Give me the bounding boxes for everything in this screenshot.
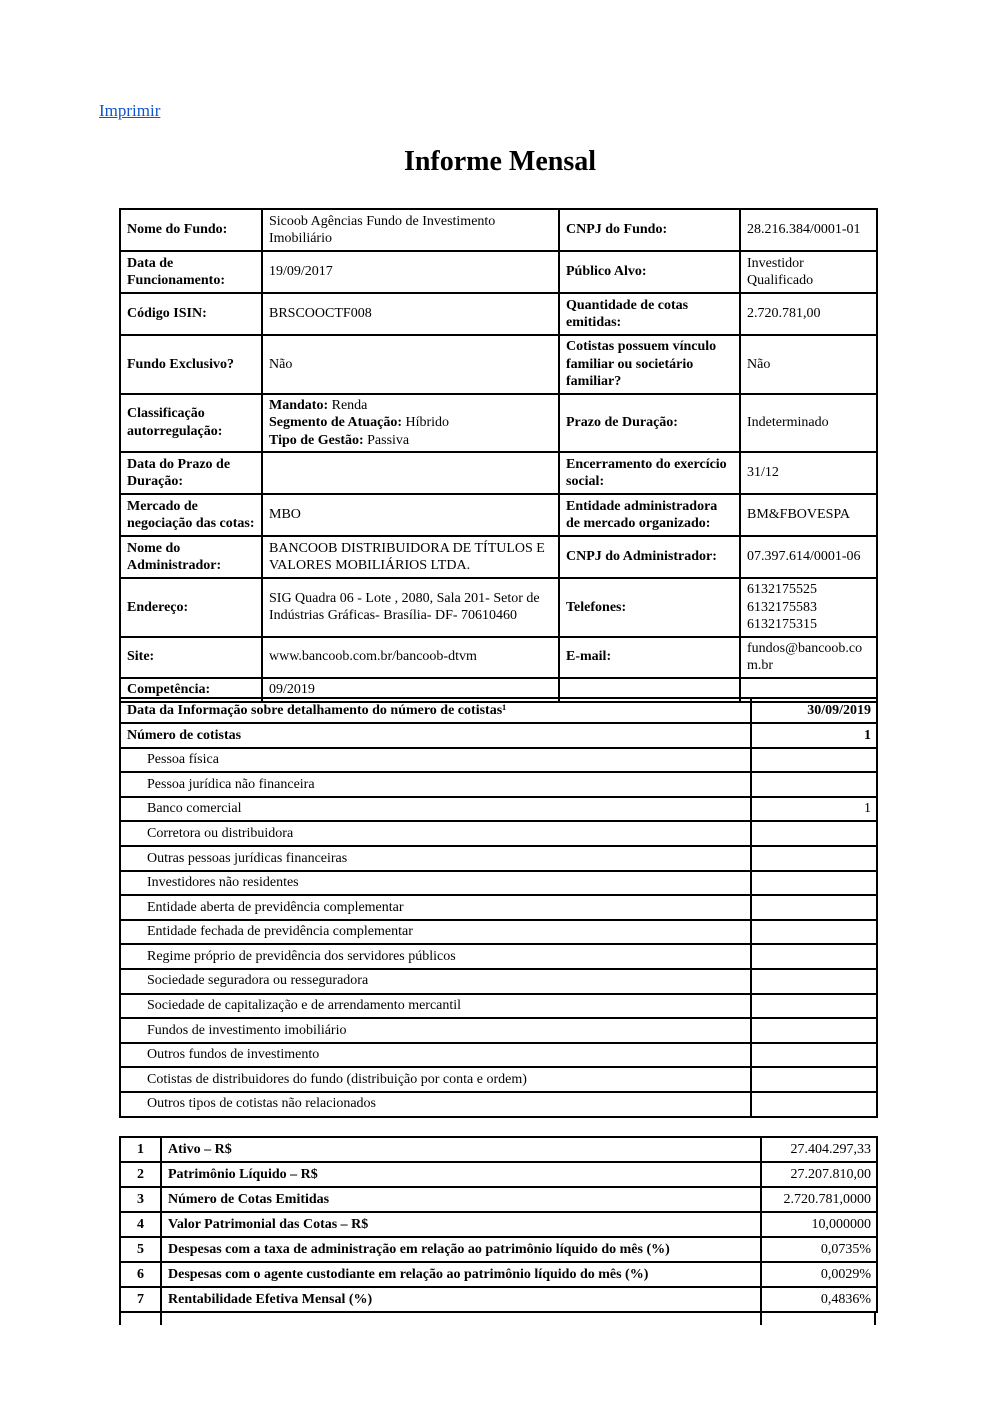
cotistas-category-label: Outros tipos de cotistas não relacionados xyxy=(120,1092,751,1117)
table-row xyxy=(120,969,877,994)
cotistas-category-value xyxy=(751,1067,877,1092)
table-row xyxy=(120,1187,877,1212)
field-label-competencia: Competência: xyxy=(120,678,262,702)
field-label-cnpj-fundo: CNPJ do Fundo: xyxy=(559,209,740,251)
table-row xyxy=(120,637,877,678)
table-row xyxy=(120,1287,877,1312)
cotistas-category-label: Investidores não residentes xyxy=(120,871,751,896)
table-row xyxy=(120,1237,877,1262)
table-row xyxy=(120,394,877,453)
cotistas-category-value xyxy=(751,871,877,896)
table-row xyxy=(120,1262,877,1287)
table-row xyxy=(120,536,877,578)
indicator-number: 5 xyxy=(120,1237,161,1262)
field-label-mercado-negociacao: Mercado de negociação das cotas: xyxy=(120,494,262,536)
cotistas-category-label: Cotistas de distribuidores do fundo (distribuição por conta e ordem) xyxy=(120,1067,751,1092)
field-label-classificacao: Classificação autorregulação: xyxy=(120,394,262,453)
telefone-line: 6132175583 xyxy=(747,599,817,615)
table-row xyxy=(120,895,877,920)
sublabel-mandato: Mandato: xyxy=(269,397,329,413)
field-value-codigo-isin: BRSCOOCTF008 xyxy=(262,293,559,335)
indicator-label: Despesas com a taxa de administração em relação ao patrimônio líquido do mês (%) xyxy=(161,1237,761,1262)
table-row xyxy=(120,1212,877,1237)
field-value-data-prazo xyxy=(262,452,559,494)
table-row xyxy=(120,1137,877,1162)
field-label-codigo-isin: Código ISIN: xyxy=(120,293,262,335)
cotistas-category-value xyxy=(751,895,877,920)
indicator-value: 10,000000 xyxy=(761,1212,877,1237)
subvalue-gestao: Passiva xyxy=(367,432,410,448)
subvalue-segmento: Híbrido xyxy=(405,415,450,430)
field-value-nome-fundo: Sicoob Agências Fundo de Investimento Imobiliário xyxy=(262,209,559,251)
indicator-value: 27.404.297,33 xyxy=(761,1137,877,1162)
cotistas-category-value xyxy=(751,772,877,797)
cotistas-category-value xyxy=(751,944,877,969)
indicators-section xyxy=(119,1136,878,1325)
cotistas-category-value xyxy=(751,821,877,846)
cotistas-table xyxy=(119,697,878,1118)
field-value-publico-alvo: Investidor Qualificado xyxy=(740,251,877,293)
field-label-site: Site: xyxy=(120,637,262,678)
field-value-fundo-exclusivo: Não xyxy=(262,335,559,394)
cotistas-category-value xyxy=(751,969,877,994)
telefone-line: 6132175315 xyxy=(747,617,817,632)
field-label-nome-administrador: Nome do Administrador: xyxy=(120,536,262,578)
cotistas-category-value xyxy=(751,846,877,871)
indicator-number: 1 xyxy=(120,1137,161,1162)
cotistas-category-label: Regime próprio de previdência dos servidores públicos xyxy=(120,944,751,969)
table-row xyxy=(120,293,877,335)
table-row xyxy=(120,1043,877,1068)
table-header-row xyxy=(120,698,877,723)
indicator-label: Patrimônio Líquido – R$ xyxy=(161,1162,761,1187)
table-row xyxy=(120,944,877,969)
cotistas-category-label: Entidade aberta de previdência complementar xyxy=(120,895,751,920)
table-row xyxy=(120,1162,877,1187)
table-row xyxy=(120,748,877,773)
field-value-entidade-administradora: BM&FBOVESPA xyxy=(740,494,877,536)
indicator-label: Rentabilidade Efetiva Mensal (%) xyxy=(161,1287,761,1312)
table-row xyxy=(120,920,877,945)
field-label-email: E-mail: xyxy=(559,637,740,678)
field-label-qtd-cotas: Quantidade de cotas emitidas: xyxy=(559,293,740,335)
cotistas-category-label: Fundos de investimento imobiliário xyxy=(120,1018,751,1043)
field-label-encerramento: Encerramento do exercício social: xyxy=(559,452,740,494)
field-value-data-funcionamento: 19/09/2017 xyxy=(262,251,559,293)
table-row xyxy=(120,335,877,394)
cotistas-category-value xyxy=(751,1018,877,1043)
field-label-prazo-duracao: Prazo de Duração: xyxy=(559,394,740,453)
cotistas-category-value xyxy=(751,1092,877,1117)
table-row xyxy=(120,1092,877,1117)
subvalue-mandato: Renda xyxy=(331,397,368,413)
sublabel-gestao: Tipo de Gestão: xyxy=(269,432,364,448)
cotistas-category-label: Outras pessoas jurídicas financeiras xyxy=(120,846,751,871)
fund-info-table xyxy=(119,208,878,703)
field-label-publico-alvo: Público Alvo: xyxy=(559,251,740,293)
field-value-qtd-cotas: 2.720.781,00 xyxy=(740,293,877,335)
indicators-table xyxy=(119,1136,878,1313)
field-label-telefones: Telefones: xyxy=(559,578,740,637)
indicator-value: 27.207.810,00 xyxy=(761,1162,877,1187)
field-value-classificacao xyxy=(262,394,559,453)
indicator-value: 0,4836% xyxy=(761,1287,877,1312)
cotistas-category-label: Pessoa jurídica não financeira xyxy=(120,772,751,797)
table-row xyxy=(120,772,877,797)
table-row xyxy=(120,578,877,637)
field-value-cnpj-administrador: 07.397.614/0001-06 xyxy=(740,536,877,578)
partial-row-separator xyxy=(160,1313,162,1325)
partial-cutoff-row xyxy=(119,1313,876,1325)
cotistas-category-label: Banco comercial xyxy=(120,797,751,822)
cotistas-total-label: Número de cotistas xyxy=(120,723,751,748)
sublabel-segmento: Segmento de Atuação: xyxy=(269,415,402,430)
classificacao-line-segmento xyxy=(269,414,552,432)
indicator-value: 0,0735% xyxy=(761,1237,877,1262)
field-label-cnpj-administrador: CNPJ do Administrador: xyxy=(559,536,740,578)
classificacao-line-gestao xyxy=(269,432,552,450)
cotistas-category-label: Outros fundos de investimento xyxy=(120,1043,751,1068)
field-label-data-prazo: Data do Prazo de Duração: xyxy=(120,452,262,494)
cotistas-category-label: Sociedade de capitalização e de arrendamento mercantil xyxy=(120,994,751,1019)
cotistas-category-value: 1 xyxy=(751,797,877,822)
table-row xyxy=(120,871,877,896)
field-value-encerramento: 31/12 xyxy=(740,452,877,494)
field-value-telefones xyxy=(740,578,877,637)
indicator-number: 3 xyxy=(120,1187,161,1212)
cotistas-category-value xyxy=(751,1043,877,1068)
field-label-vinculo-familiar: Cotistas possuem vínculo familiar ou societário familiar? xyxy=(559,335,740,394)
field-value-mercado-negociacao: MBO xyxy=(262,494,559,536)
field-value-site: www.bancoob.com.br/bancoob-dtvm xyxy=(262,637,559,678)
table-row xyxy=(120,452,877,494)
indicator-label: Valor Patrimonial das Cotas – R$ xyxy=(161,1212,761,1237)
field-label-entidade-administradora: Entidade administradora de mercado organizado: xyxy=(559,494,740,536)
indicator-label: Ativo – R$ xyxy=(161,1137,761,1162)
indicator-value: 0,0029% xyxy=(761,1262,877,1287)
page-title: Informe Mensal xyxy=(403,146,597,177)
field-value-endereco: SIG Quadra 06 - Lote , 2080, Sala 201- Setor de Indústrias Gráficas- Brasília- DF- 70610460 xyxy=(262,578,559,637)
indicator-label: Despesas com o agente custodiante em relação ao patrimônio líquido do mês (%) xyxy=(161,1262,761,1287)
table-row xyxy=(120,209,877,251)
indicator-label: Número de Cotas Emitidas xyxy=(161,1187,761,1212)
table-row xyxy=(120,494,877,536)
table-row xyxy=(120,723,877,748)
cotistas-category-label: Entidade fechada de previdência complementar xyxy=(120,920,751,945)
field-value-email: fundos@bancoob.com.br xyxy=(740,637,877,678)
partial-row-separator xyxy=(760,1313,762,1325)
cotistas-header-label: Data da Informação sobre detalhamento do número de cotistas¹ xyxy=(120,698,751,723)
print-link[interactable]: Imprimir xyxy=(99,101,161,120)
table-row xyxy=(120,797,877,822)
cotistas-category-label: Corretora ou distribuidora xyxy=(120,821,751,846)
indicator-number: 2 xyxy=(120,1162,161,1187)
table-row xyxy=(120,251,877,293)
cotistas-category-label: Sociedade seguradora ou resseguradora xyxy=(120,969,751,994)
cotistas-category-value xyxy=(751,994,877,1019)
classificacao-line-mandato xyxy=(269,397,552,415)
field-label-data-funcionamento: Data de Funcionamento: xyxy=(120,251,262,293)
cotistas-total-value: 1 xyxy=(751,723,877,748)
field-value-nome-administrador: BANCOOB DISTRIBUIDORA DE TÍTULOS E VALORES MOBILIÁRIOS LTDA. xyxy=(262,536,559,578)
table-row xyxy=(120,846,877,871)
cotistas-category-label: Pessoa física xyxy=(120,748,751,773)
table-row xyxy=(120,994,877,1019)
field-label-fundo-exclusivo: Fundo Exclusivo? xyxy=(120,335,262,394)
field-value-cnpj-fundo: 28.216.384/0001-01 xyxy=(740,209,877,251)
indicator-number: 7 xyxy=(120,1287,161,1312)
table-row xyxy=(120,821,877,846)
cotistas-header-date: 30/09/2019 xyxy=(751,698,877,723)
field-value-prazo-duracao: Indeterminado xyxy=(740,394,877,453)
field-value-vinculo-familiar: Não xyxy=(740,335,877,394)
cotistas-category-value xyxy=(751,748,877,773)
telefone-line: 6132175525 xyxy=(747,582,817,597)
indicator-value: 2.720.781,0000 xyxy=(761,1187,877,1212)
indicator-number: 6 xyxy=(120,1262,161,1287)
table-row xyxy=(120,1067,877,1092)
table-row xyxy=(120,1018,877,1043)
field-label-nome-fundo: Nome do Fundo: xyxy=(120,209,262,251)
cotistas-category-value xyxy=(751,920,877,945)
field-label-endereco: Endereço: xyxy=(120,578,262,637)
indicator-number: 4 xyxy=(120,1212,161,1237)
field-value-competencia: 09/2019 xyxy=(262,678,559,702)
